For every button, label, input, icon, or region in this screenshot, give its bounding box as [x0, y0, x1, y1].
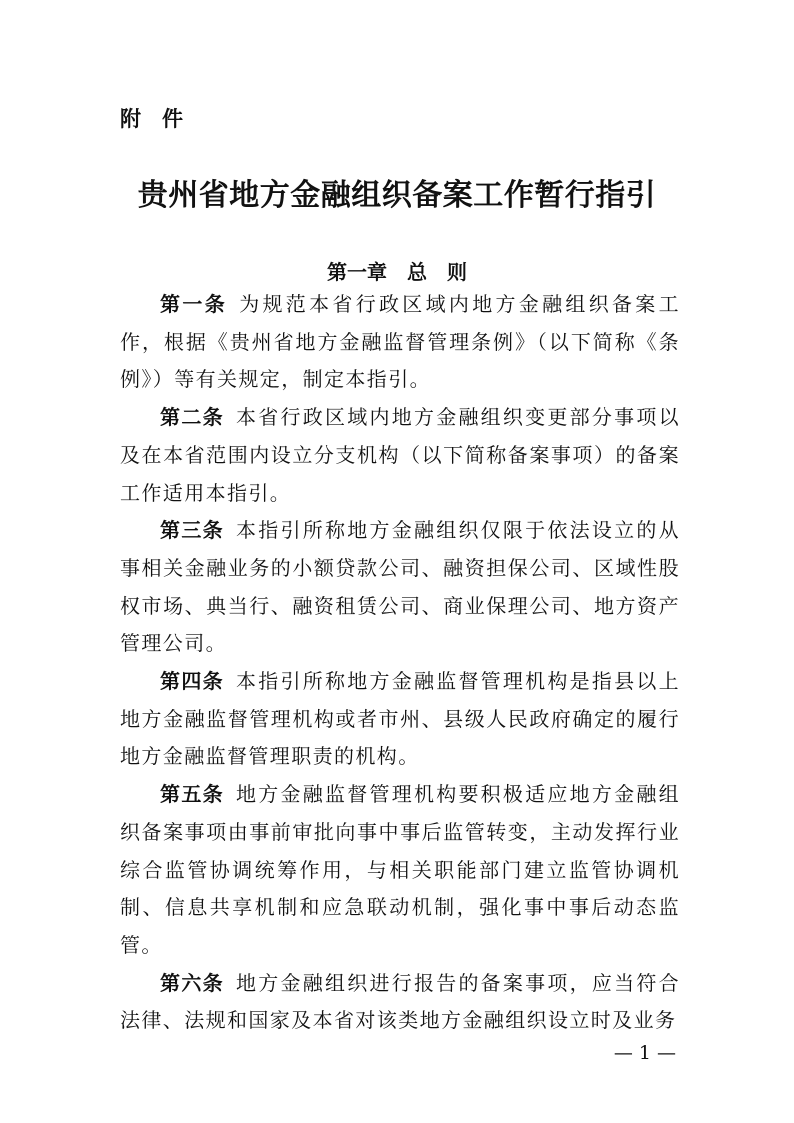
article-number: 第二条 [160, 405, 225, 430]
article-2 [120, 399, 680, 512]
article-text: 为规范本省行政区域内地方金融组织备案工作，根据《贵州省地方金融监督管理条例》（以下简称《条例》）等有关规定，制定本指引。 [120, 292, 680, 392]
article-1 [120, 286, 680, 399]
article-text: 本指引所称地方金融监督管理机构是指县以上地方金融监督管理机构或者市州、县级人民政府确定的履行地方金融监督管理职责的机构。 [120, 669, 681, 769]
attachment-label: 附 件 [120, 107, 183, 131]
article-text: 地方金融组织进行报告的备案事项，应当符合法律、法规和国家及本省对该类地方金融组织设立时及业务 [120, 970, 681, 1033]
article-text: 地方金融监督管理机构要积极适应地方金融组织备案事项由事前审批向事中事后监管转变，主动发挥行业综合监管协调统筹作用，与相关职能部门建立监管协调机制、信息共享机制和应急联动机制，强化事中事后动态监管。 [120, 782, 681, 957]
article-text: 本省行政区域内地方金融组织变更部分事项以及在本省范围内设立分支机构（以下简称备案事项）的备案工作适用本指引。 [120, 405, 681, 505]
article-number: 第一条 [160, 292, 228, 316]
document-title: 贵州省地方金融组织备案工作暂行指引 [137, 178, 657, 213]
chapter-heading: 第一章 总 则 [327, 260, 467, 284]
document-body [120, 286, 680, 1040]
article-6 [120, 965, 680, 1040]
article-number: 第三条 [160, 518, 225, 543]
page-number: — 1 — [613, 1042, 676, 1064]
article-number: 第四条 [160, 669, 225, 694]
article-5 [120, 776, 680, 965]
article-number: 第六条 [160, 970, 225, 995]
article-text: 本指引所称地方金融组织仅限于依法设立的从事相关金融业务的小额贷款公司、融资担保公司、区域性股权市场、典当行、融资租赁公司、商业保理公司、地方资产管理公司。 [120, 518, 681, 656]
article-3 [120, 512, 680, 663]
article-4 [120, 663, 680, 776]
article-number: 第五条 [160, 782, 225, 807]
